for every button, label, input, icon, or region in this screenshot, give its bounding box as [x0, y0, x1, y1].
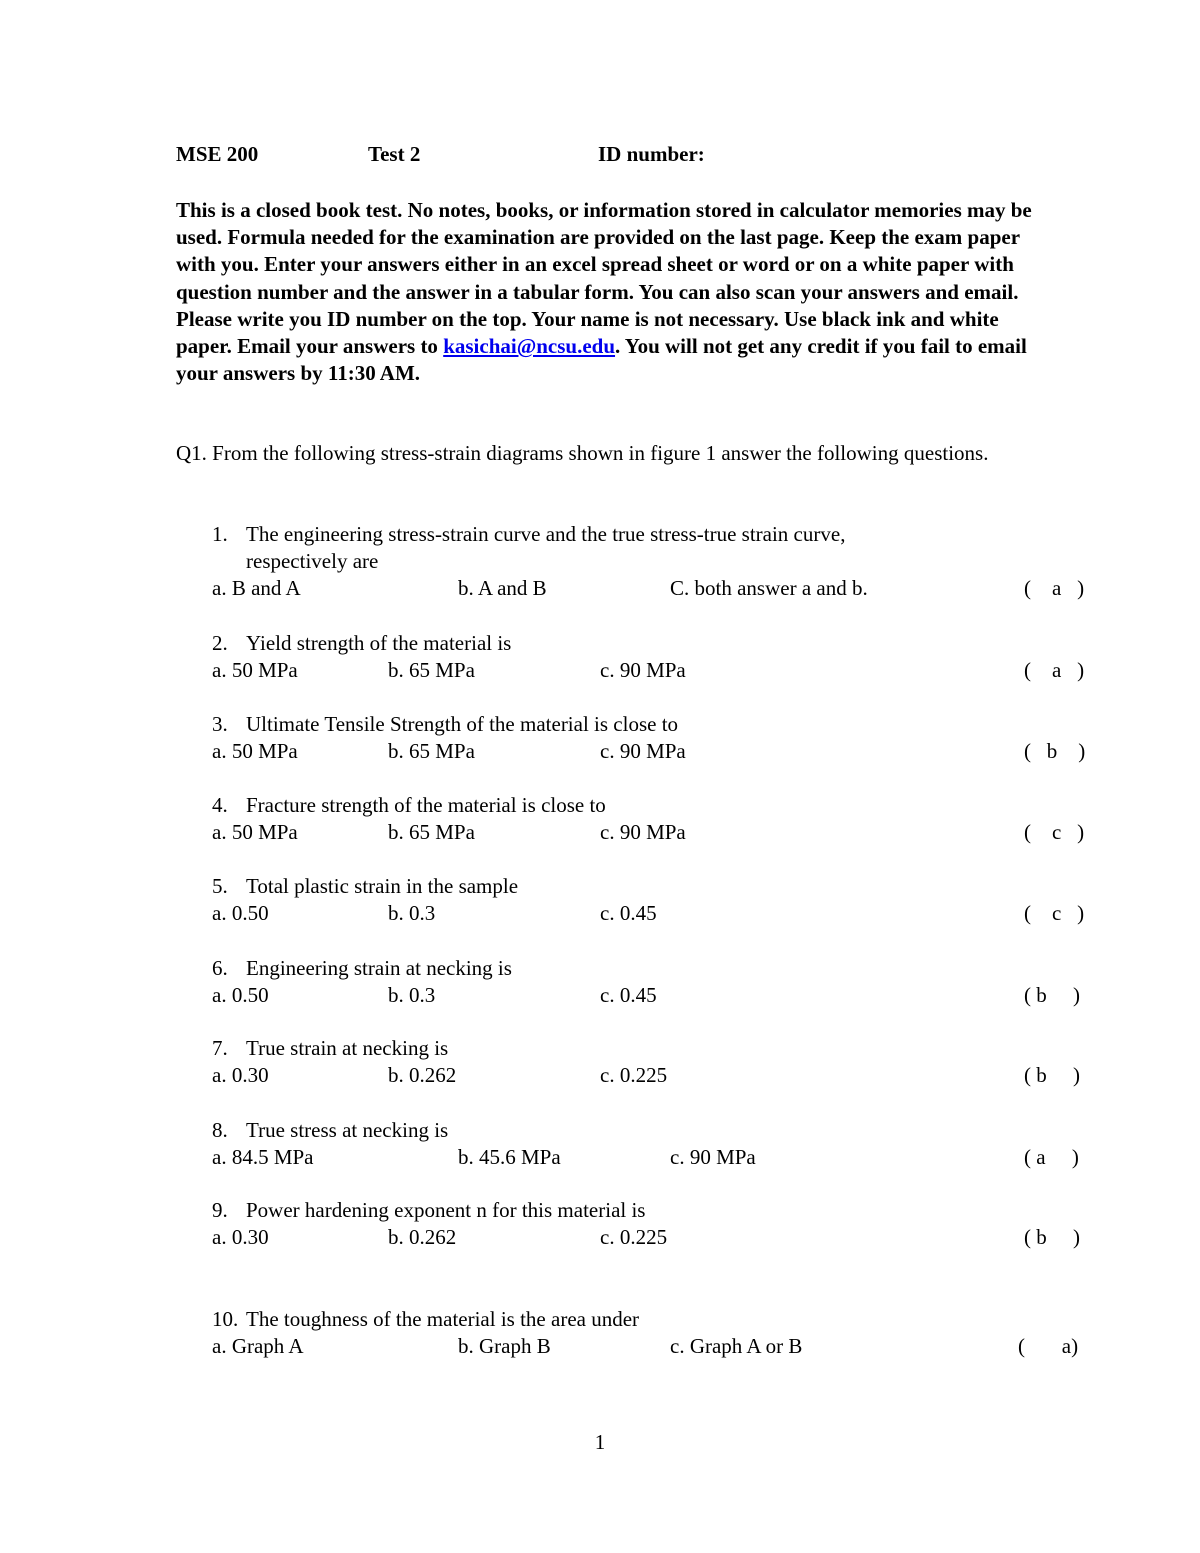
option-b: b. 0.262 [388, 1225, 457, 1249]
answer-mark: ( b ) [1024, 1225, 1080, 1249]
question-number: 10. [212, 1307, 239, 1331]
question-text: Total plastic strain in the sample [246, 874, 519, 898]
option-a: a. 50 MPa [212, 820, 298, 844]
option-a: a. Graph A [212, 1334, 304, 1358]
option-c: c. 90 MPa [670, 1145, 756, 1169]
option-c: c. 90 MPa [600, 820, 686, 844]
option-c: C. both answer a and b. [670, 576, 868, 600]
email-link[interactable]: kasichai@ncsu.edu [443, 334, 616, 359]
question-text: Engineering strain at necking is [246, 956, 512, 980]
question-number: 2. [212, 631, 228, 655]
answer-mark: ( a ) [1024, 1145, 1079, 1169]
option-b: b. 0.3 [388, 901, 436, 925]
option-c: c. 0.225 [600, 1225, 668, 1249]
option-a: a. 50 MPa [212, 739, 298, 763]
option-b: b. 65 MPa [388, 739, 475, 763]
option-a: a. 0.30 [212, 1225, 269, 1249]
page-number: 1 [594, 1430, 606, 1454]
question-number: 9. [212, 1198, 228, 1222]
id-number-label: ID number: [598, 142, 705, 166]
question-1-intro: Q1. From the following stress-strain diagrams shown in figure 1 answer the following questions. [176, 441, 989, 465]
option-c: c. 90 MPa [600, 739, 686, 763]
option-c: c. 0.225 [600, 1063, 668, 1087]
question-number: 1. [212, 522, 228, 546]
question-text: True stress at necking is [246, 1118, 449, 1142]
question-text: Yield strength of the material is [246, 631, 512, 655]
question-text: True strain at necking is [246, 1036, 449, 1060]
answer-mark: ( a ) [1024, 658, 1085, 682]
answer-mark: ( a) [1018, 1334, 1079, 1358]
option-a: a. 0.30 [212, 1063, 269, 1087]
question-text: Ultimate Tensile Strength of the material is close to [246, 712, 679, 736]
question-number: 3. [212, 712, 228, 736]
answer-mark: ( c ) [1024, 901, 1085, 925]
answer-mark: ( b ) [1024, 739, 1086, 763]
option-b: b. 65 MPa [388, 658, 475, 682]
option-b: b. 0.262 [388, 1063, 457, 1087]
option-b: b. 65 MPa [388, 820, 475, 844]
question-text: Power hardening exponent n for this material is [246, 1198, 646, 1222]
option-b: b. 45.6 MPa [458, 1145, 561, 1169]
question-number: 8. [212, 1118, 228, 1142]
option-b: b. Graph B [458, 1334, 551, 1358]
option-a: a. 84.5 MPa [212, 1145, 314, 1169]
option-c: c. 90 MPa [600, 658, 686, 682]
test-number: Test 2 [368, 142, 421, 166]
question-number: 6. [212, 956, 228, 980]
answer-mark: ( b ) [1024, 1063, 1080, 1087]
question-text: Fracture strength of the material is close to [246, 793, 606, 817]
question-number: 5. [212, 874, 228, 898]
answer-mark: ( a ) [1024, 576, 1085, 600]
option-c: c. 0.45 [600, 983, 657, 1007]
answer-mark: ( b ) [1024, 983, 1080, 1007]
option-b: b. 0.3 [388, 983, 436, 1007]
question-text: The toughness of the material is the area under [246, 1307, 640, 1331]
option-a: a. 0.50 [212, 983, 269, 1007]
option-c: c. 0.45 [600, 901, 657, 925]
exam-instructions [176, 197, 1036, 387]
instructions-text: This is a closed book test. No notes, books, or information stored in calculator memories may be used. Formula needed for the examination are provided on the last page. Keep the exam paper with you. Enter your answers either in an excel spread sheet or word or on a white paper with question number and the answer in a tabular form. You can also scan your answers and email. Please write you ID number on the top. Your name is not necessary. Use black ink and white paper. Email your answers to [176, 198, 1032, 359]
answer-mark: ( c ) [1024, 820, 1085, 844]
option-b: b. A and B [458, 576, 547, 600]
course-code: MSE 200 [176, 142, 259, 166]
option-a: a. 50 MPa [212, 658, 298, 682]
instructions-text-end: . You will not get any credit if you fail to email your answers by 11:30 AM. [176, 334, 1027, 386]
option-c: c. Graph A or B [670, 1334, 803, 1358]
question-number: 4. [212, 793, 228, 817]
option-a: a. 0.50 [212, 901, 269, 925]
question-number: 7. [212, 1036, 228, 1060]
option-a: a. B and A [212, 576, 301, 600]
question-text: The engineering stress-strain curve and the true stress-true strain curve, respectively are [246, 522, 846, 573]
